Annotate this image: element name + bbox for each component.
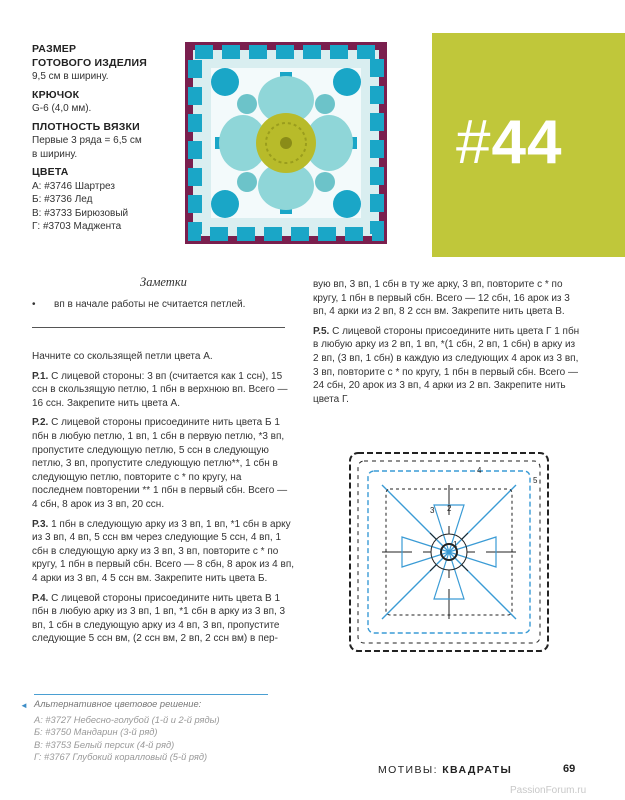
row-4 (32, 592, 294, 646)
row-5-text: С лицевой стороны присоедините нить цвета Г 1 пбн в любую арку из 2 вп, 1 вп, *(1 сбн, 2 вп, 1 сбн) в арку из 2 вп, (3 вп, 1 сбн) в каждую из следующих 4 арок из 3 вп, 3 вп, повторите с * по кругу, 1 пбн в первый сбн. Всего — 24 сбн, 20 арок из 3 вп, 4 арки из 2 вп. Закрепите нить цвета Г. (313, 325, 580, 405)
alt-color-a: А: #3727 Небесно-голубой (1-й и 2-й ряды) (34, 715, 220, 726)
color-a: А: #3746 Шартрез (32, 180, 115, 192)
size-heading-2: ГОТОВОГО ИЗДЕЛИЯ (32, 56, 147, 69)
gauge-heading: ПЛОТНОСТЬ ВЯЗКИ (32, 120, 140, 133)
footer-subsection: КВАДРАТЫ (437, 764, 513, 776)
alt-color-d: Г: #3767 Глубокий коралловый (5-й ряд) (34, 751, 208, 762)
diagram-label-1: 1 (453, 540, 458, 549)
gauge-value-1: Первые 3 ряда = 6,5 см (32, 135, 142, 146)
diagram-label-5: 5 (533, 476, 538, 485)
row-1-text: С лицевой стороны: 3 вп (считается как 1 ссн), 15 ссн в скользящую петлю, 1 пбн в верхнюю вп. Всего — 16 ссн. Закрепите нить цвета А. (32, 370, 288, 409)
row-1 (32, 370, 294, 411)
row-3-label: Р.3. (32, 518, 49, 530)
granny-square-photo (185, 42, 387, 244)
row-4-label: Р.4. (32, 592, 49, 604)
notes-title: Заметки (140, 275, 187, 289)
alternative-colorway (20, 698, 280, 763)
page-number: 69 (563, 763, 576, 775)
instructions-right (313, 278, 583, 412)
alt-title: Альтернативное цветовое решение: (34, 699, 202, 709)
pattern-number-badge (432, 33, 625, 257)
size-value: 9,5 см в ширину. (32, 71, 109, 82)
notes-divider (32, 327, 285, 328)
pointer-arrow-icon: ◄ (20, 701, 28, 710)
note-item (32, 299, 245, 310)
footer-section: МОТИВЫ: (378, 764, 438, 776)
note-text: вп в начале работы не считается петлей. (54, 299, 246, 310)
row-2-text: С лицевой стороны присоедините нить цвета Б 1 пбн в любую петлю, 1 вп, 1 сбн в первую петлю, *3 вп, пропустите следующую петлю, 5 ссн в следующую петлю, 3 вп, пропустите следующую петлю**, 1 сбн в следующую петлю, повторите с * по кругу, на последнем повторении ** 1 пбн в первый сбн. Всего — 4 сбн, 8 арок из 3 вп, 20 ссн. (32, 417, 288, 510)
pattern-specs (32, 43, 182, 234)
gauge-value-2: в ширину. (32, 148, 78, 160)
hook-heading: КРЮЧОК (32, 88, 80, 101)
row-3-text: 1 пбн в следующую арку из 3 вп, 1 вп, *1 сбн в арку из 3 вп, 4 вп, 5 ссн вм через следующие 5 ссн, 4 вп, 1 сбн в следующую арку из 3 вп, 3 вп, повторите с * по кругу, 1 пбн в первый сбн. Всего — 8 сбн, 8 арок из 4 вп, 4 арки из 3 вп, 4 5 ссн вм. Закрепите нить цвета Б. (32, 518, 295, 584)
row-2 (32, 416, 294, 511)
colors-heading: ЦВЕТА (32, 166, 69, 178)
color-c: В: #3733 Бирюзовый (32, 207, 129, 219)
hook-value: G-6 (4,0 мм). (32, 103, 92, 114)
alt-divider (34, 694, 268, 695)
diagram-label-4: 4 (477, 466, 482, 475)
crochet-chart-diagram (342, 445, 556, 659)
row-1-label: Р.1. (32, 370, 49, 382)
hash-sign: # (456, 108, 492, 177)
note-bullet: • (32, 299, 36, 310)
number-value: 44 (491, 108, 563, 177)
watermark: PassionForum.ru (510, 785, 587, 796)
diagram-label-2: 2 (447, 504, 452, 513)
intro-text: Начните со скользящей петли цвета А. (32, 351, 213, 362)
size-heading-1: РАЗМЕР (32, 43, 77, 55)
color-d: Г: #3703 Маджента (32, 221, 122, 232)
section-footer (378, 764, 512, 776)
alt-color-b: Б: #3750 Мандарин (3-й ряд) (34, 727, 158, 738)
pattern-number (456, 107, 562, 178)
row-5 (313, 325, 583, 407)
diagram-label-3: 3 (430, 506, 435, 515)
row-4-text: С лицевой стороны присоедините нить цвета В 1 пбн в любую арку из 3 вп, 1 вп, *1 сбн в арку из 3 вп, 3 вп, 1 сбн в следующую арку из 4 вп, 3 вп, пропустите следующие 5 ссн вм, (2 ссн вм, 2 вп, 2 ссн вм) в пер- (32, 592, 286, 645)
row-4-continued: вую вп, 3 вп, 1 сбн в ту же арку, 3 вп, повторите с * по кругу, 1 пбн в первый сбн. Всего — 12 сбн, 16 арок из 3 вп, 4 арки из 2 вп, 8 2 ссн вм. Закрепите нить цвета В. (313, 279, 570, 318)
instructions-left (32, 350, 294, 652)
row-5-label: Р.5. (313, 325, 330, 337)
color-b: Б: #3736 Лед (32, 194, 93, 205)
row-3 (32, 518, 294, 586)
alt-color-c: В: #3753 Белый персик (4-й ряд) (34, 739, 175, 750)
row-2-label: Р.2. (32, 417, 49, 429)
